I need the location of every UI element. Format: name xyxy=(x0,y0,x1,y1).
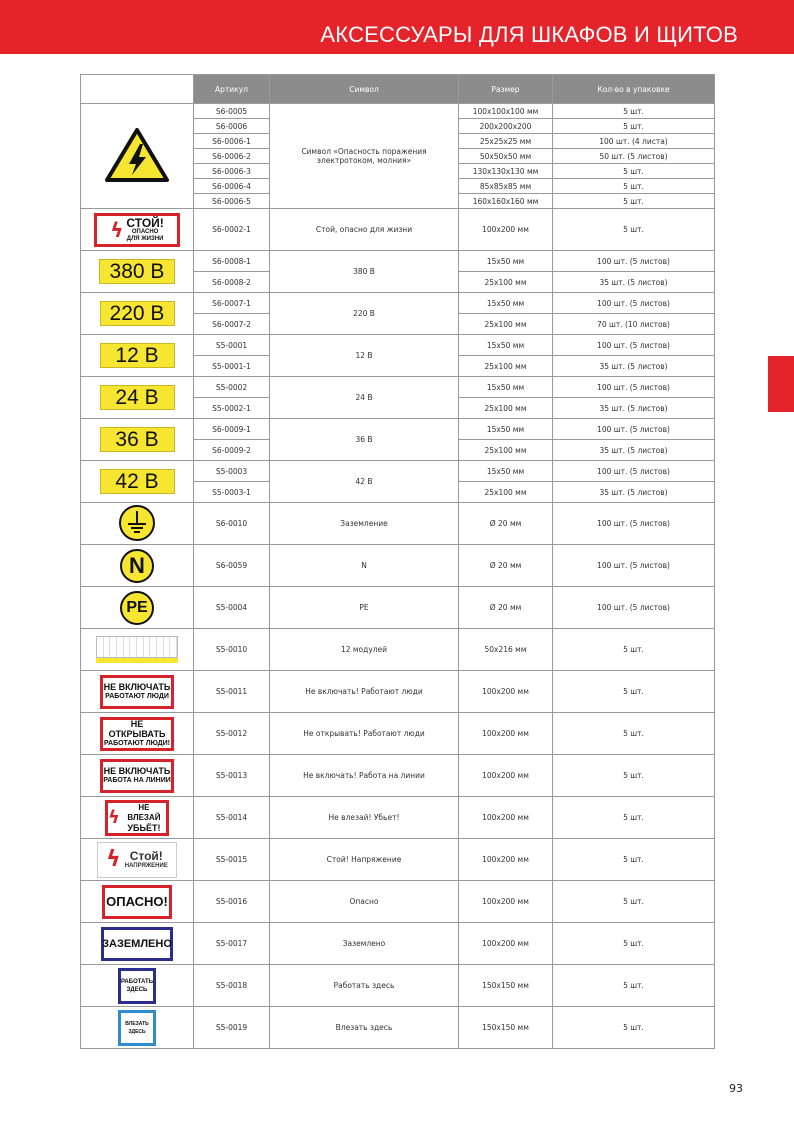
warning-plate-image xyxy=(81,713,194,755)
image-column-header xyxy=(81,75,194,104)
symbol-cell: Влезать здесь xyxy=(270,1007,459,1049)
warning-plate-image xyxy=(81,965,194,1007)
table-row xyxy=(81,629,715,671)
article-cell: S6-0006-5 xyxy=(194,194,270,209)
table-row xyxy=(81,1007,715,1049)
size-cell: 150x150 мм xyxy=(459,1007,553,1049)
size-cell: 25x100 мм xyxy=(459,272,553,293)
article-cell: S5-0002-1 xyxy=(194,398,270,419)
symbol-cell: Работать здесь xyxy=(270,965,459,1007)
article-cell: S5-0014 xyxy=(194,797,270,839)
voltage-plate: 36 В xyxy=(100,427,175,452)
size-cell: 25x100 мм xyxy=(459,440,553,461)
warning-plate: ВЛЕЗАТЬ ЗДЕСЬ xyxy=(118,1010,156,1046)
article-cell: S5-0001 xyxy=(194,335,270,356)
qty-cell: 5 шт. xyxy=(553,164,715,179)
qty-cell: 5 шт. xyxy=(553,839,715,881)
table-row xyxy=(81,419,715,440)
article-cell: S5-0019 xyxy=(194,1007,270,1049)
size-cell: 25x100 мм xyxy=(459,482,553,503)
table-row xyxy=(81,839,715,881)
warning-plate-image xyxy=(81,671,194,713)
table-header-row xyxy=(81,75,715,104)
table-row xyxy=(81,923,715,965)
page-number: 93 xyxy=(729,1082,743,1095)
qty-cell: 100 шт. (5 листов) xyxy=(553,545,715,587)
section-side-tab xyxy=(768,356,794,412)
size-cell: 100x200 мм xyxy=(459,755,553,797)
symbol-cell: 380 В xyxy=(270,251,459,293)
symbol-cell: 36 В xyxy=(270,419,459,461)
voltage-plate-image xyxy=(81,419,194,461)
article-cell: S5-0004 xyxy=(194,587,270,629)
size-cell: Ø 20 мм xyxy=(459,503,553,545)
table-row xyxy=(81,461,715,482)
voltage-plate-image xyxy=(81,377,194,419)
warning-plate: НЕ ВКЛЮЧАТЬ РАБОТАЮТ ЛЮДИ xyxy=(100,675,174,709)
table-row xyxy=(81,335,715,356)
stop-sign xyxy=(94,213,180,247)
qty-cell: 5 шт. xyxy=(553,119,715,134)
article-cell: S5-0013 xyxy=(194,755,270,797)
qty-cell: 5 шт. xyxy=(553,194,715,209)
size-cell: 100x200 мм xyxy=(459,713,553,755)
table-row xyxy=(81,881,715,923)
warning-plate-image xyxy=(81,797,194,839)
symbol-cell: 24 В xyxy=(270,377,459,419)
warning-plate-image xyxy=(81,881,194,923)
stop-sign-image xyxy=(81,209,194,251)
qty-cell: 35 шт. (5 листов) xyxy=(553,272,715,293)
symbol-cell: 12 В xyxy=(270,335,459,377)
qty-cell: 5 шт. xyxy=(553,965,715,1007)
article-cell: S5-0001-1 xyxy=(194,356,270,377)
article-cell: S6-0009-2 xyxy=(194,440,270,461)
qty-cell: 35 шт. (5 листов) xyxy=(553,398,715,419)
warning-plate-image xyxy=(81,839,194,881)
qty-cell: 100 шт. (5 листов) xyxy=(553,419,715,440)
qty-cell: 100 шт. (5 листов) xyxy=(553,293,715,314)
qty-cell: 100 шт. (5 листов) xyxy=(553,503,715,545)
size-cell: 100x100x100 мм xyxy=(459,104,553,119)
article-cell: S5-0012 xyxy=(194,713,270,755)
warning-plate: НЕ ОТКРЫВАТЬ РАБОТАЮТ ЛЮДИ! xyxy=(100,717,174,751)
voltage-plate: 380 В xyxy=(99,259,175,284)
warning-plate-image xyxy=(81,1007,194,1049)
size-cell: 100x200 мм xyxy=(459,209,553,251)
article-cell: S6-0002-1 xyxy=(194,209,270,251)
size-cell: 150x150 мм xyxy=(459,965,553,1007)
size-cell: 100x200 мм xyxy=(459,671,553,713)
size-cell: 100x200 мм xyxy=(459,923,553,965)
article-cell: S6-0006-2 xyxy=(194,149,270,164)
article-cell: S6-0010 xyxy=(194,503,270,545)
voltage-plate-image xyxy=(81,251,194,293)
size-cell: 100x200 мм xyxy=(459,881,553,923)
qty-cell: 100 шт. (5 листов) xyxy=(553,461,715,482)
article-cell: S5-0017 xyxy=(194,923,270,965)
qty-cell: 100 шт. (4 листа) xyxy=(553,134,715,149)
size-cell: 15x50 мм xyxy=(459,461,553,482)
article-cell: S6-0006-1 xyxy=(194,134,270,149)
symbol-cell: Заземление xyxy=(270,503,459,545)
table-row xyxy=(81,377,715,398)
symbol-cell: Стой! Напряжение xyxy=(270,839,459,881)
size-cell: 25x25x25 мм xyxy=(459,134,553,149)
warning-plate: ϟ Стой! НАПРЯЖЕНИЕ xyxy=(97,842,177,878)
voltage-plate-image xyxy=(81,293,194,335)
table-row xyxy=(81,587,715,629)
n-sign-image xyxy=(81,545,194,587)
voltage-plate-image xyxy=(81,335,194,377)
article-cell: S6-0008-2 xyxy=(194,272,270,293)
article-cell: S6-0006-4 xyxy=(194,179,270,194)
ground-sign-image xyxy=(81,503,194,545)
symbol-cell: Заземлено xyxy=(270,923,459,965)
modules-strip-image xyxy=(81,629,194,671)
products-table xyxy=(80,74,715,1049)
article-cell: S6-0008-1 xyxy=(194,251,270,272)
article-cell: S5-0002 xyxy=(194,377,270,398)
size-cell: 50x50x50 мм xyxy=(459,149,553,164)
qty-cell: 5 шт. xyxy=(553,923,715,965)
qty-cell: 5 шт. xyxy=(553,755,715,797)
symbol-cell: Опасно xyxy=(270,881,459,923)
qty-cell: 100 шт. (5 листов) xyxy=(553,587,715,629)
qty-cell: 50 шт. (5 листов) xyxy=(553,149,715,164)
lightning-icon: ϟ xyxy=(110,217,124,242)
article-cell: S6-0007-2 xyxy=(194,314,270,335)
page-title: АКСЕССУАРЫ ДЛЯ ШКАФОВ И ЩИТОВ xyxy=(320,22,738,47)
qty-cell: 5 шт. xyxy=(553,104,715,119)
size-cell: 100x200 мм xyxy=(459,839,553,881)
warning-plate: ϟ НЕ ВЛЕЗАЙ УБЬЁТ! xyxy=(105,800,169,836)
size-cell: 160x160x160 мм xyxy=(459,194,553,209)
article-cell: S6-0059 xyxy=(194,545,270,587)
voltage-plate: 42 В xyxy=(100,469,175,494)
voltage-plate: 220 В xyxy=(100,301,175,326)
table-row xyxy=(81,713,715,755)
table-row xyxy=(81,545,715,587)
table-row xyxy=(81,965,715,1007)
size-cell: 15x50 мм xyxy=(459,251,553,272)
symbol-cell: Стой, опасно для жизни xyxy=(270,209,459,251)
symbol-cell: 42 В xyxy=(270,461,459,503)
symbol-cell: Символ «Опасность поражения электротоком, молния» xyxy=(270,104,459,209)
warning-plate: НЕ ВКЛЮЧАТЬ РАБОТА НА ЛИНИИ xyxy=(100,759,174,793)
ground-symbol-icon xyxy=(118,504,156,542)
column-header-size: Размер xyxy=(459,75,553,104)
pe-sign-image xyxy=(81,587,194,629)
article-cell: S6-0009-1 xyxy=(194,419,270,440)
size-cell: 50x216 мм xyxy=(459,629,553,671)
symbol-cell: Не включать! Работают люди xyxy=(270,671,459,713)
pe-circle-sign: PE xyxy=(120,591,154,625)
voltage-plate: 12 В xyxy=(100,343,175,368)
article-cell: S6-0006-3 xyxy=(194,164,270,179)
table-row xyxy=(81,755,715,797)
column-header-article: Артикул xyxy=(194,75,270,104)
sign-text: СТОЙ! xyxy=(126,215,164,230)
qty-cell: 5 шт. xyxy=(553,629,715,671)
size-cell: 85x85x85 мм xyxy=(459,179,553,194)
warning-plate-image xyxy=(81,923,194,965)
column-header-symbol: Символ xyxy=(270,75,459,104)
voltage-plate-image xyxy=(81,461,194,503)
qty-cell: 100 шт. (5 листов) xyxy=(553,251,715,272)
article-cell: S5-0003 xyxy=(194,461,270,482)
qty-cell: 35 шт. (5 листов) xyxy=(553,482,715,503)
article-cell: S6-0007-1 xyxy=(194,293,270,314)
table-row xyxy=(81,797,715,839)
article-cell: S5-0011 xyxy=(194,671,270,713)
qty-cell: 100 шт. (5 листов) xyxy=(553,335,715,356)
table-row xyxy=(81,209,715,251)
table-row xyxy=(81,251,715,272)
table-row xyxy=(81,104,715,119)
table-row xyxy=(81,293,715,314)
voltage-plate: 24 В xyxy=(100,385,175,410)
size-cell: Ø 20 мм xyxy=(459,545,553,587)
n-circle-sign: N xyxy=(120,549,154,583)
symbol-cell: Не влезай! Убьет! xyxy=(270,797,459,839)
sign-text: ДЛЯ ЖИЗНИ xyxy=(126,235,164,242)
symbol-cell: 12 модулей xyxy=(270,629,459,671)
qty-cell: 5 шт. xyxy=(553,209,715,251)
symbol-cell: Не открывать! Работают люди xyxy=(270,713,459,755)
warning-triangle-icon xyxy=(104,127,170,183)
warning-plate: ЗАЗЕМЛЕНО xyxy=(101,927,173,961)
article-cell: S6-0005 xyxy=(194,104,270,119)
size-cell: 25x100 мм xyxy=(459,314,553,335)
size-cell: 15x50 мм xyxy=(459,335,553,356)
qty-cell: 70 шт. (10 листов) xyxy=(553,314,715,335)
size-cell: 130x130x130 мм xyxy=(459,164,553,179)
column-header-qty: Кол-во в упаковке xyxy=(553,75,715,104)
page-header-bar xyxy=(0,0,794,54)
symbol-cell: 220 В xyxy=(270,293,459,335)
lightning-icon: ϟ xyxy=(106,847,121,872)
qty-cell: 35 шт. (5 листов) xyxy=(553,440,715,461)
warning-plate-image xyxy=(81,755,194,797)
qty-cell: 100 шт. (5 листов) xyxy=(553,377,715,398)
qty-cell: 35 шт. (5 листов) xyxy=(553,356,715,377)
article-cell: S5-0010 xyxy=(194,629,270,671)
qty-cell: 5 шт. xyxy=(553,671,715,713)
size-cell: 200x200x200 xyxy=(459,119,553,134)
article-cell: S5-0015 xyxy=(194,839,270,881)
qty-cell: 5 шт. xyxy=(553,881,715,923)
size-cell: 15x50 мм xyxy=(459,377,553,398)
symbol-cell: Не включать! Работа на линии xyxy=(270,755,459,797)
article-cell: S5-0003-1 xyxy=(194,482,270,503)
article-cell: S5-0016 xyxy=(194,881,270,923)
size-cell: 15x50 мм xyxy=(459,419,553,440)
module-label-strip xyxy=(96,636,178,663)
qty-cell: 5 шт. xyxy=(553,713,715,755)
table-row xyxy=(81,503,715,545)
size-cell: 100x200 мм xyxy=(459,797,553,839)
symbol-cell: PE xyxy=(270,587,459,629)
size-cell: 25x100 мм xyxy=(459,356,553,377)
sign-text: ОПАСНО xyxy=(131,228,159,235)
lightning-icon: ϟ xyxy=(108,806,120,828)
qty-cell: 5 шт. xyxy=(553,797,715,839)
size-cell: 25x100 мм xyxy=(459,398,553,419)
qty-cell: 5 шт. xyxy=(553,1007,715,1049)
symbol-cell: N xyxy=(270,545,459,587)
warning-plate: РАБОТАТЬ ЗДЕСЬ xyxy=(118,968,156,1004)
qty-cell: 5 шт. xyxy=(553,179,715,194)
table-row xyxy=(81,671,715,713)
danger-triangle-image xyxy=(81,104,194,209)
warning-plate: ОПАСНО! xyxy=(102,885,172,919)
size-cell: Ø 20 мм xyxy=(459,587,553,629)
size-cell: 15x50 мм xyxy=(459,293,553,314)
article-cell: S5-0018 xyxy=(194,965,270,1007)
article-cell: S6-0006 xyxy=(194,119,270,134)
